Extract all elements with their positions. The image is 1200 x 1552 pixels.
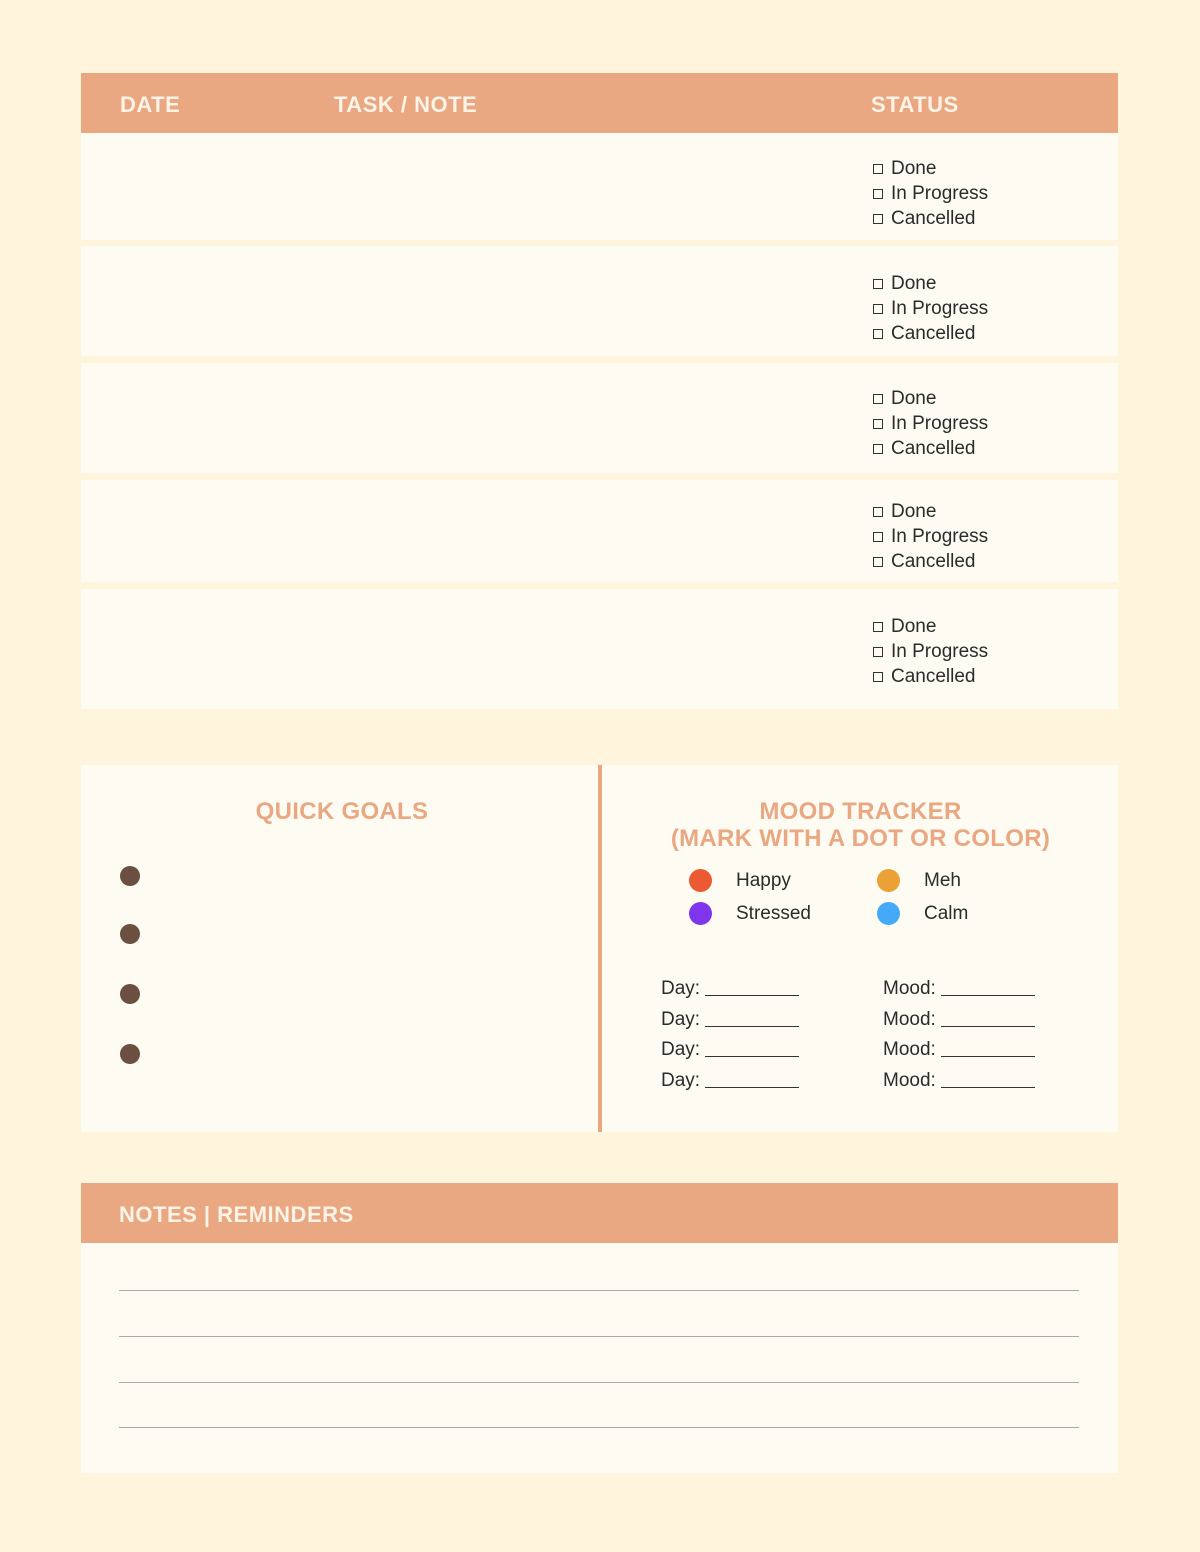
day-blank-line[interactable] — [705, 1056, 799, 1057]
status-option-label: In Progress — [891, 297, 989, 319]
status-option-label: In Progress — [891, 525, 989, 547]
day-entry[interactable] — [661, 1007, 799, 1031]
day-label: Day: — [661, 1039, 701, 1060]
status-option-label: Cancelled — [891, 665, 976, 687]
mood-label: Mood: — [883, 1070, 936, 1091]
day-label: Day: — [661, 1009, 701, 1030]
mood-entry[interactable] — [883, 1037, 1035, 1061]
status-option-label: Cancelled — [891, 550, 976, 572]
checkbox-icon[interactable] — [873, 532, 883, 542]
task-table — [81, 73, 1118, 709]
status-column-header: STATUS — [871, 92, 959, 117]
status-option-done[interactable] — [873, 156, 988, 181]
legend-label: Meh — [924, 869, 961, 891]
status-option-label: Done — [891, 157, 937, 179]
legend-happy — [689, 869, 791, 892]
status-options — [873, 156, 988, 231]
task-row[interactable] — [81, 133, 1118, 240]
checkbox-icon[interactable] — [873, 329, 883, 339]
note-line[interactable] — [119, 1290, 1079, 1291]
status-option-label: Done — [891, 615, 937, 637]
goal-bullet-icon — [120, 1044, 140, 1064]
stressed-dot-icon — [689, 902, 712, 925]
status-option-in-progress[interactable] — [873, 296, 988, 321]
happy-dot-icon — [689, 869, 712, 892]
mood-label: Mood: — [883, 1009, 936, 1030]
day-blank-line[interactable] — [705, 995, 799, 996]
mood-blank-line[interactable] — [941, 995, 1035, 996]
day-blank-line[interactable] — [705, 1087, 799, 1088]
day-entry[interactable] — [661, 976, 799, 1000]
status-options — [873, 614, 988, 689]
status-option-label: Cancelled — [891, 322, 976, 344]
note-line[interactable] — [119, 1382, 1079, 1383]
mood-entry[interactable] — [883, 1068, 1035, 1092]
goals-mood-panel — [81, 765, 1118, 1132]
note-line[interactable] — [119, 1336, 1079, 1337]
notes-section — [81, 1183, 1118, 1473]
legend-label: Stressed — [736, 902, 811, 924]
goal-bullet-icon — [120, 866, 140, 886]
mood-blank-line[interactable] — [941, 1087, 1035, 1088]
status-option-label: Done — [891, 387, 937, 409]
task-row[interactable] — [81, 246, 1118, 356]
task-table-header — [81, 73, 1118, 133]
status-option-label: In Progress — [891, 640, 989, 662]
checkbox-icon[interactable] — [873, 622, 883, 632]
status-option-cancelled[interactable] — [873, 206, 988, 231]
status-option-in-progress[interactable] — [873, 411, 988, 436]
calm-dot-icon — [877, 902, 900, 925]
panel-divider — [598, 765, 602, 1132]
day-label: Day: — [661, 1070, 701, 1091]
legend-calm — [877, 902, 968, 925]
mood-label: Mood: — [883, 1039, 936, 1060]
status-options — [873, 386, 988, 461]
status-option-cancelled[interactable] — [873, 436, 988, 461]
checkbox-icon[interactable] — [873, 647, 883, 657]
mood-blank-line[interactable] — [941, 1056, 1035, 1057]
goal-bullet-icon — [120, 984, 140, 1004]
note-line[interactable] — [119, 1427, 1079, 1428]
status-options — [873, 271, 988, 346]
goal-bullet-icon — [120, 924, 140, 944]
checkbox-icon[interactable] — [873, 279, 883, 289]
task-column-header: TASK / NOTE — [334, 92, 478, 117]
mood-entry[interactable] — [883, 1007, 1035, 1031]
status-options — [873, 499, 988, 574]
legend-stressed — [689, 902, 811, 925]
status-option-label: Done — [891, 272, 937, 294]
status-option-label: Done — [891, 500, 937, 522]
checkbox-icon[interactable] — [873, 557, 883, 567]
checkbox-icon[interactable] — [873, 394, 883, 404]
mood-label: Mood: — [883, 978, 936, 999]
mood-entry[interactable] — [883, 976, 1035, 1000]
mood-tracker-title — [603, 798, 1118, 852]
mood-tracker-title-line1: MOOD TRACKER — [759, 798, 962, 825]
checkbox-icon[interactable] — [873, 214, 883, 224]
task-row[interactable] — [81, 480, 1118, 582]
quick-goals-title: QUICK GOALS — [255, 798, 429, 825]
notes-title: NOTES | REMINDERS — [119, 1202, 354, 1227]
status-option-done[interactable] — [873, 386, 988, 411]
legend-label: Happy — [736, 869, 791, 891]
notes-header — [81, 1183, 1118, 1243]
checkbox-icon[interactable] — [873, 164, 883, 174]
date-column-header: DATE — [120, 92, 181, 117]
legend-meh — [877, 869, 961, 892]
task-row[interactable] — [81, 363, 1118, 473]
status-option-label: In Progress — [891, 412, 989, 434]
status-option-done[interactable] — [873, 499, 988, 524]
legend-label: Calm — [924, 902, 969, 924]
status-option-done[interactable] — [873, 271, 988, 296]
mood-blank-line[interactable] — [941, 1026, 1035, 1027]
day-entry[interactable] — [661, 1068, 799, 1092]
checkbox-icon[interactable] — [873, 304, 883, 314]
status-option-in-progress[interactable] — [873, 639, 988, 664]
checkbox-icon[interactable] — [873, 444, 883, 454]
status-option-label: Cancelled — [891, 207, 976, 229]
checkbox-icon[interactable] — [873, 189, 883, 199]
day-label: Day: — [661, 978, 701, 999]
meh-dot-icon — [877, 869, 900, 892]
status-option-in-progress[interactable] — [873, 524, 988, 549]
status-option-cancelled[interactable] — [873, 321, 988, 346]
checkbox-icon[interactable] — [873, 419, 883, 429]
status-option-label: In Progress — [891, 182, 989, 204]
checkbox-icon[interactable] — [873, 672, 883, 682]
checkbox-icon[interactable] — [873, 507, 883, 517]
status-option-cancelled[interactable] — [873, 549, 988, 574]
day-entry[interactable] — [661, 1037, 799, 1061]
status-option-done[interactable] — [873, 614, 988, 639]
status-option-cancelled[interactable] — [873, 664, 988, 689]
status-option-in-progress[interactable] — [873, 181, 988, 206]
status-option-label: Cancelled — [891, 437, 976, 459]
mood-tracker-title-line2: (MARK WITH A DOT OR COLOR) — [670, 825, 1051, 852]
day-blank-line[interactable] — [705, 1026, 799, 1027]
task-row[interactable] — [81, 589, 1118, 709]
